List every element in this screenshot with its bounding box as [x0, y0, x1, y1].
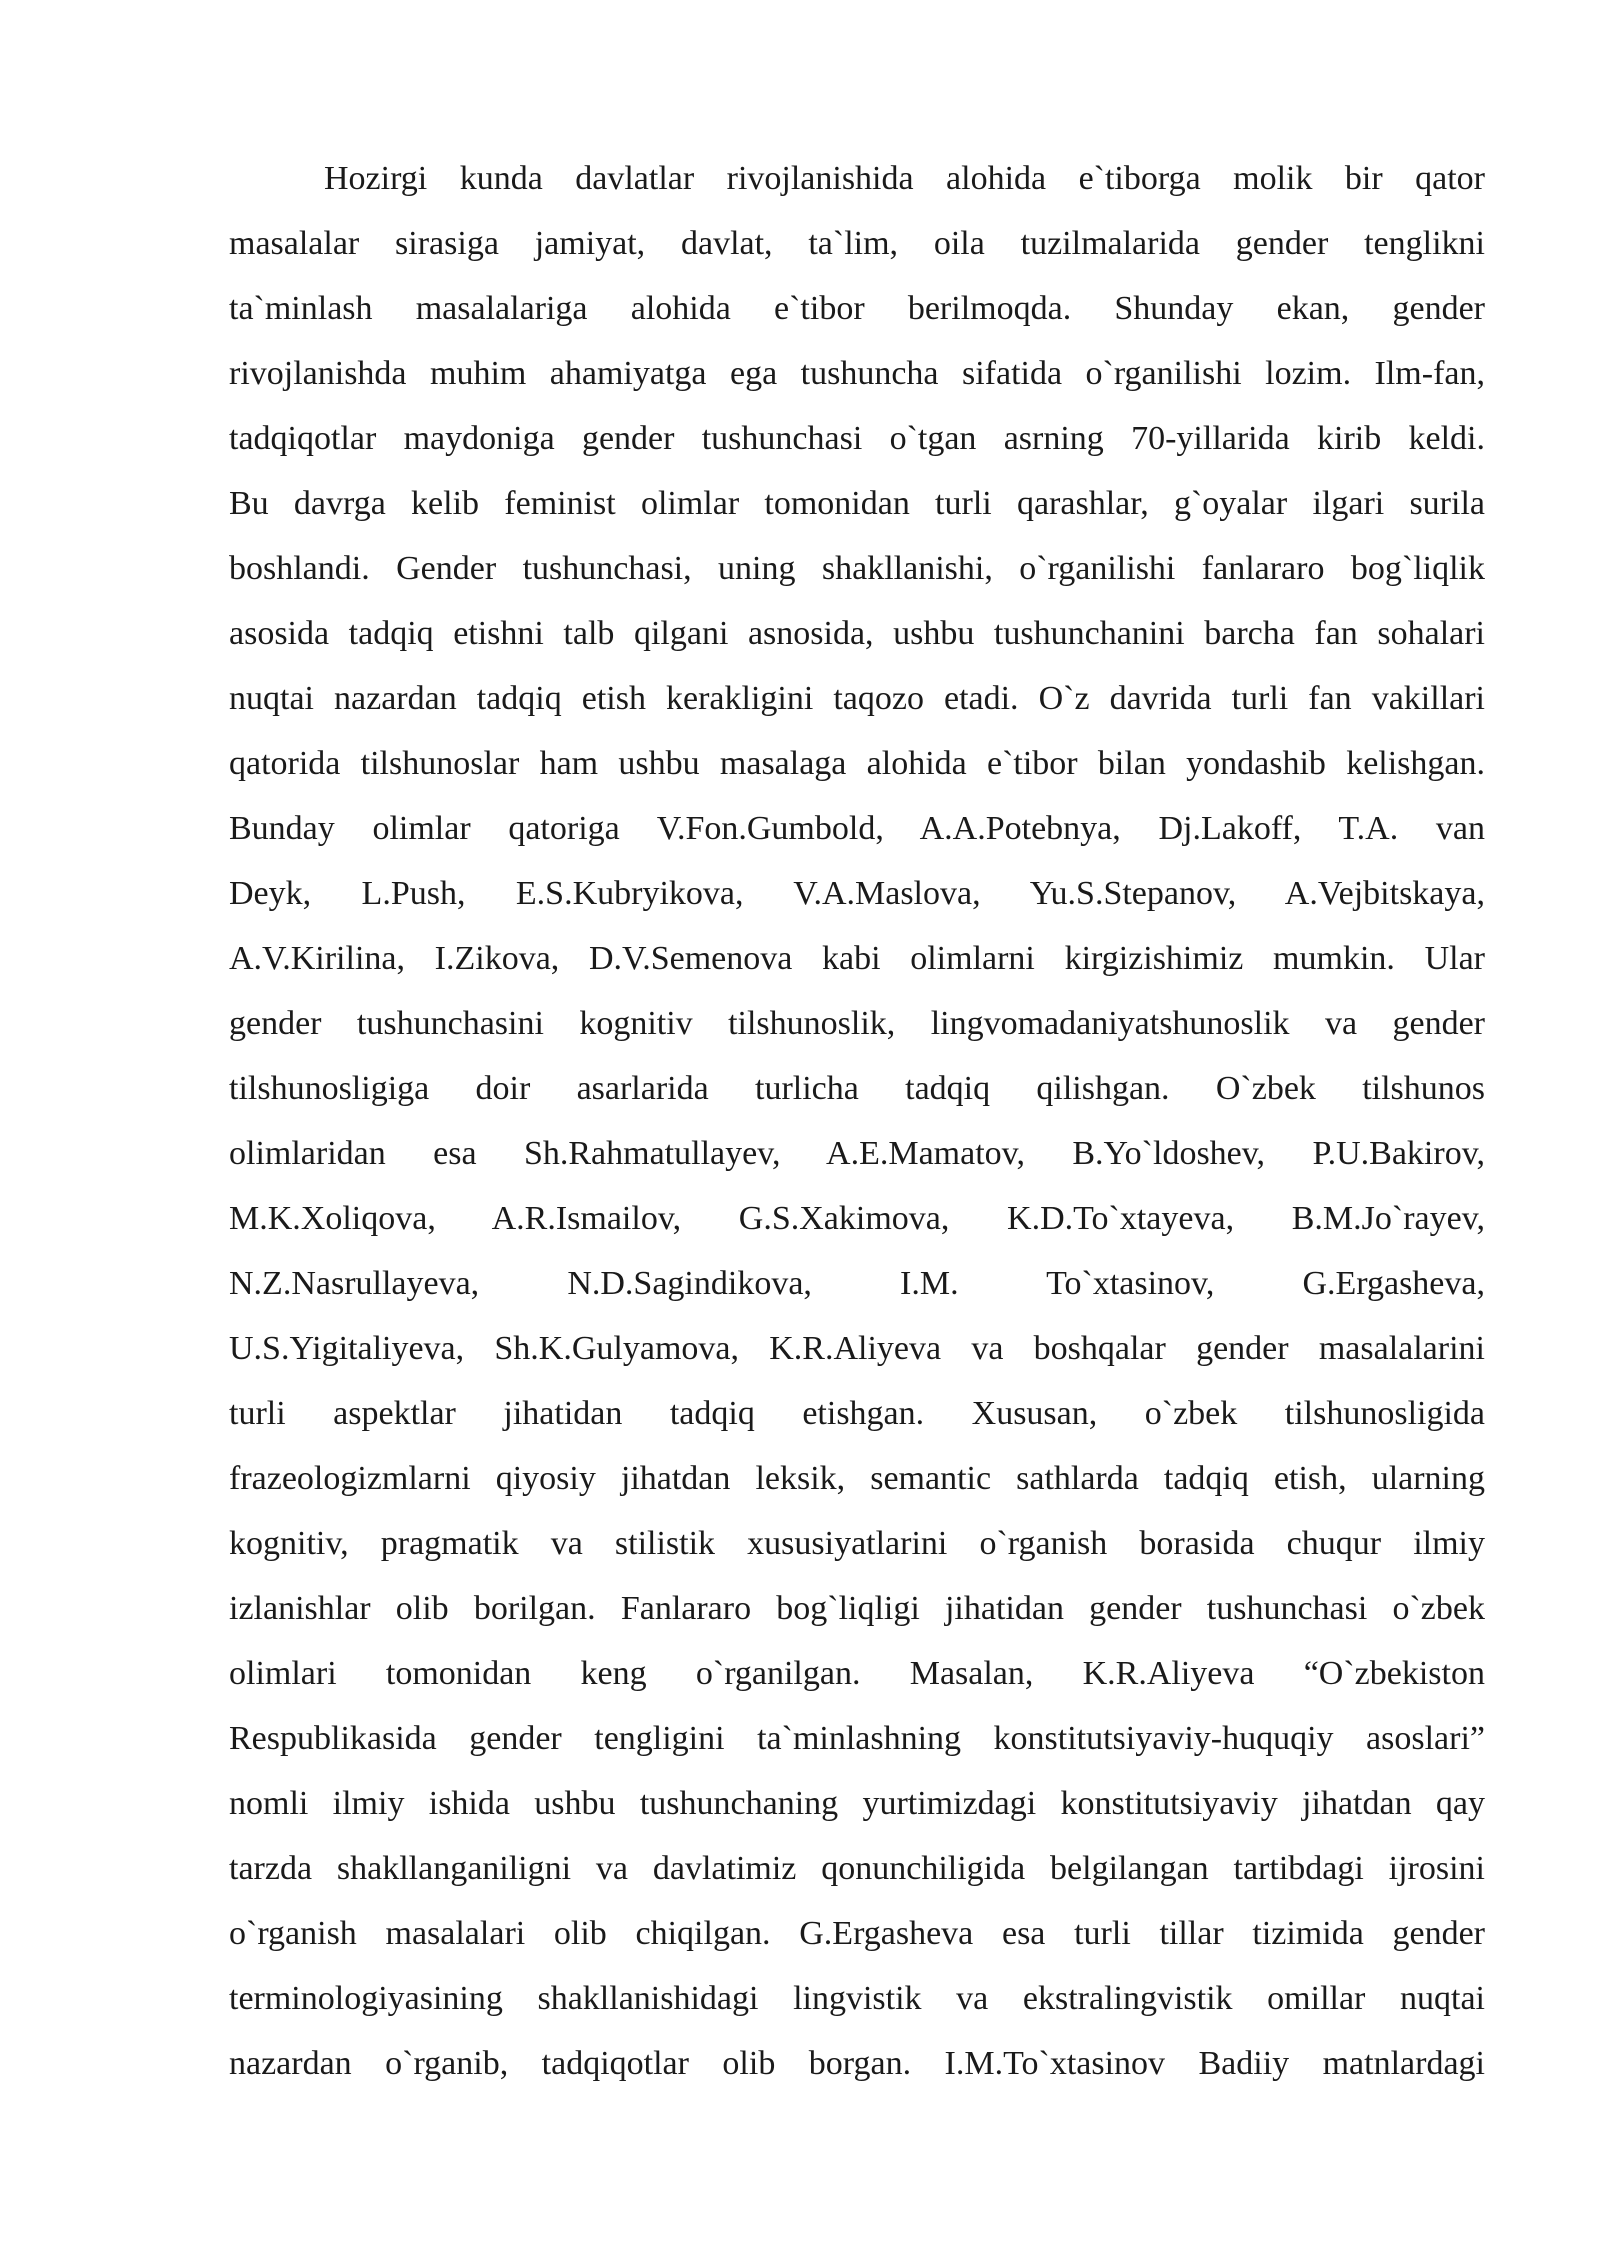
paragraph-line: izlanishlar olib borilgan. Fanlararo bog`liqligi jihatidan gender tushunchasi o`zbek [229, 1590, 1485, 1627]
paragraph-line: kognitiv, pragmatik va stilistik xususiyatlarini o`rganish borasida chuqur ilmiy [229, 1525, 1485, 1562]
paragraph-line: boshlandi. Gender tushunchasi, uning shakllanishi, o`rganilishi fanlararo bog`liqlik [229, 550, 1485, 587]
paragraph-line: tadqiqotlar maydoniga gender tushunchasi o`tgan asrning 70-yillarida kirib keldi. [229, 420, 1485, 457]
paragraph-line: olimlaridan esa Sh.Rahmatullayev, A.E.Mamatov, B.Yo`ldoshev, P.U.Bakirov, [229, 1135, 1485, 1172]
paragraph-line: terminologiyasining shakllanishidagi lingvistik va ekstralingvistik omillar nuqtai [229, 1980, 1485, 2017]
paragraph-line: Hozirgi kunda davlatlar rivojlanishida alohida e`tiborga molik bir qator [324, 160, 1485, 197]
paragraph-line: Bunday olimlar qatoriga V.Fon.Gumbold, A.A.Potebnya, Dj.Lakoff, T.A. van [229, 810, 1485, 847]
paragraph-line: o`rganish masalalari olib chiqilgan. G.Ergasheva esa turli tillar tizimida gender [229, 1915, 1485, 1952]
paragraph-line: nuqtai nazardan tadqiq etish kerakligini taqozo etadi. O`z davrida turli fan vakillari [229, 680, 1485, 717]
paragraph-line: turli aspektlar jihatidan tadqiq etishgan. Xususan, o`zbek tilshunosligida [229, 1395, 1485, 1432]
paragraph-line: N.Z.Nasrullayeva, N.D.Sagindikova, I.M. To`xtasinov, G.Ergasheva, [229, 1265, 1485, 1302]
paragraph-line: rivojlanishda muhim ahamiyatga ega tushuncha sifatida o`rganilishi lozim. Ilm-fan, [229, 355, 1485, 392]
body-paragraph [229, 146, 1485, 2096]
paragraph-line: A.V.Kirilina, I.Zikova, D.V.Semenova kabi olimlarni kirgizishimiz mumkin. Ular [229, 940, 1485, 977]
paragraph-line: ta`minlash masalalariga alohida e`tibor berilmoqda. Shunday ekan, gender [229, 290, 1485, 327]
paragraph-line: frazeologizmlarni qiyosiy jihatdan leksik, semantic sathlarda tadqiq etish, ularning [229, 1460, 1485, 1497]
paragraph-line: M.K.Xoliqova, A.R.Ismailov, G.S.Xakimova, K.D.To`xtayeva, B.M.Jo`rayev, [229, 1200, 1485, 1237]
paragraph-line: tarzda shakllanganiligni va davlatimiz qonunchiligida belgilangan tartibdagi ijrosini [229, 1850, 1485, 1887]
paragraph-line: Deyk, L.Push, E.S.Kubryikova, V.A.Maslova, Yu.S.Stepanov, A.Vejbitskaya, [229, 875, 1485, 912]
paragraph-line: qatorida tilshunoslar ham ushbu masalaga alohida e`tibor bilan yondashib kelishgan. [229, 745, 1485, 782]
paragraph-line: nomli ilmiy ishida ushbu tushunchaning yurtimizdagi konstitutsiyaviy jihatdan qay [229, 1785, 1485, 1822]
paragraph-line: Respublikasida gender tengligini ta`minlashning konstitutsiyaviy-huquqiy asoslari” [229, 1720, 1485, 1757]
paragraph-line: asosida tadqiq etishni talb qilgani asnosida, ushbu tushunchanini barcha fan sohalari [229, 615, 1485, 652]
paragraph-line: gender tushunchasini kognitiv tilshunoslik, lingvomadaniyatshunoslik va gender [229, 1005, 1485, 1042]
paragraph-line: tilshunosligiga doir asarlarida turlicha tadqiq qilishgan. O`zbek tilshunos [229, 1070, 1485, 1107]
paragraph-line: masalalar sirasiga jamiyat, davlat, ta`lim, oila tuzilmalarida gender tenglikni [229, 225, 1485, 262]
paragraph-line: nazardan o`rganib, tadqiqotlar olib borgan. I.M.To`xtasinov Badiiy matnlardagi [229, 2045, 1485, 2082]
paragraph-line: olimlari tomonidan keng o`rganilgan. Masalan, K.R.Aliyeva “O`zbekiston [229, 1655, 1485, 1692]
paragraph-line: Bu davrga kelib feminist olimlar tomonidan turli qarashlar, g`oyalar ilgari surila [229, 485, 1485, 522]
paragraph-line: U.S.Yigitaliyeva, Sh.K.Gulyamova, K.R.Aliyeva va boshqalar gender masalalarini [229, 1330, 1485, 1367]
